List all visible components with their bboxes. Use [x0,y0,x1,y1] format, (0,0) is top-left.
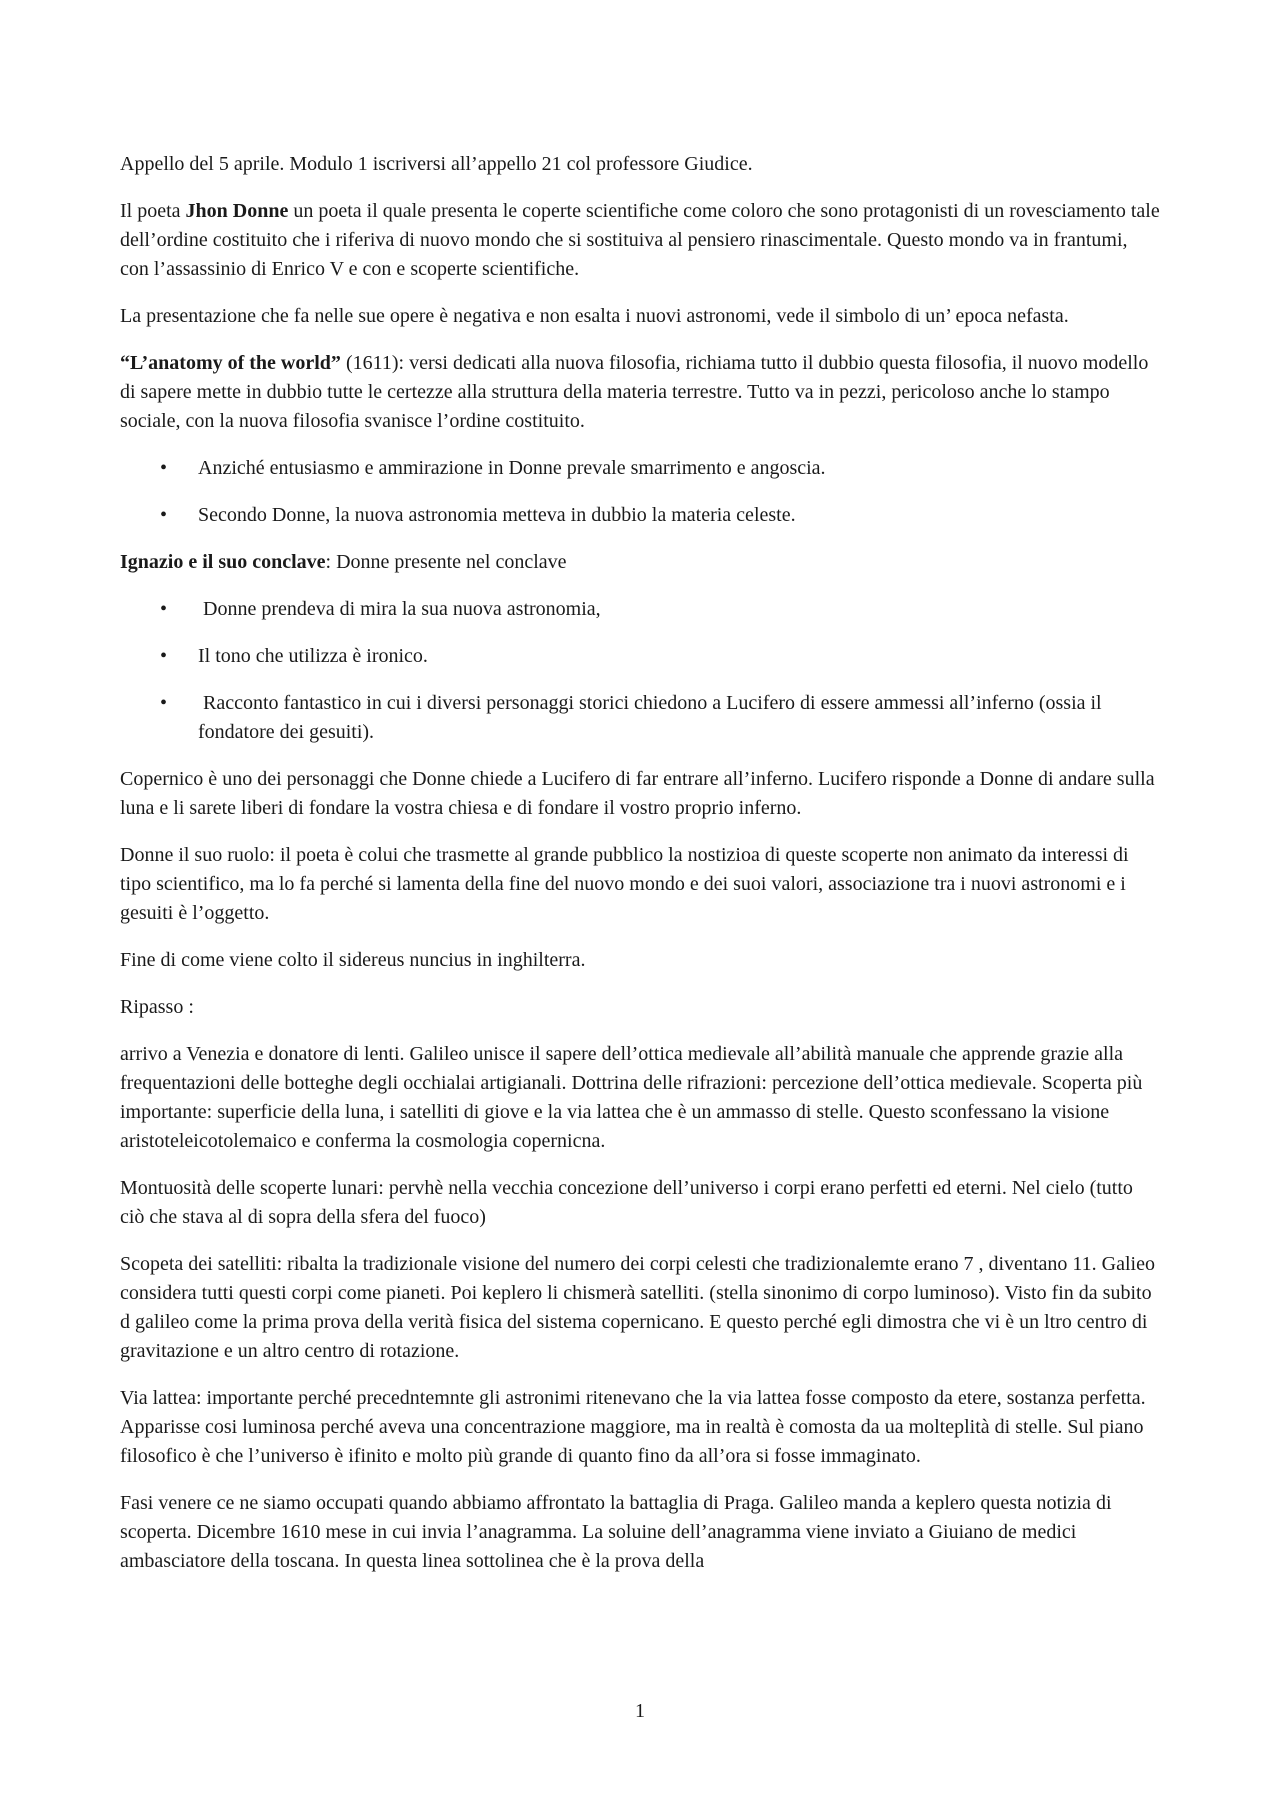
bold-name-donne: Jhon Donne [185,200,289,222]
list-item [120,689,1160,747]
paragraph-copernico: Copernico è uno dei personaggi che Donne chiede a Lucifero di far entrare all’inferno. Lucifero risponde a Donne di andare sulla luna e li sarete liberi di fondare la vostra chiesa e di fondare il vostro proprio inferno. [120,768,1155,819]
paragraph-ignazio [120,548,1160,577]
paragraph-fine: Fine di come viene colto il sidereus nuncius in inghilterra. [120,949,586,971]
paragraph-presentazione: La presentazione che fa nelle sue opere è negativa e non esalta i nuovi astronomi, vede il simbolo di un’ epoca nefasta. [120,305,1069,327]
paragraph-via-lattea: Via lattea: importante perché precedntemnte gli astronimi ritenevano che la via lattea fosse composto da etere, sostanza perfetta. Apparisse cosi luminosa perché aveva una concentrazione maggiore, ma in realtà è comosta da ua molteplità di stelle. Sul piano filosofico è che l’universo è ifinito e molto più grande di quanto fino da all’ora si fosse immaginato. [120,1387,1146,1467]
list-item [120,501,1160,530]
bullet-icon: • [160,504,168,526]
text-run: : Donne presente nel conclave [325,551,567,573]
paragraph-ruolo: Donne il suo ruolo: il poeta è colui che trasmette al grande pubblico la nostizioa di queste scoperte non animato da interessi di tipo scientifico, ma lo fa perché si lamenta della fine del nuovo mondo e dei suoi valori, associazione tra i nuovi astronomi e i gesuiti è l’oggetto. [120,844,1129,924]
paragraph-venezia: arrivo a Venezia e donatore di lenti. Galileo unisce il sapere dell’ottica medievale all’abilità manuale che apprende grazie alla frequentazioni delle botteghe degli occhialai artigianali. Dottrina delle rifrazioni: percezione dell’ottica medievale. Scoperta più importante: superficie della luna, i satelliti di giove e la via lattea che è un ammasso di stelle. Questo sconfessano la visione aristoteleicotolemaico e conferma la cosmologia copernicna. [120,1043,1143,1152]
list-item-text: Anziché entusiasmo e ammirazione in Donne prevale smarrimento e angoscia. [198,457,826,479]
paragraph-donne-intro [120,197,1160,284]
bullet-list-ignazio [120,595,1160,747]
list-item [120,642,1160,671]
page-number: 1 [635,1700,645,1722]
text-run: un poeta il quale presenta le coperte scientifiche come coloro che sono protagonisti di un rovesciamento tale dell’ordine costituito che i riferiva di nuovo mondo che si sostituiva al pensiero rinascimentale. Questo mondo va in frantumi, con l’assassinio di Enrico V e con e scoperte scientifiche. [120,200,1160,280]
bullet-icon: • [160,645,168,667]
paragraph-ripasso: Ripasso : [120,996,194,1018]
list-item [120,595,1160,624]
list-item-text: Il tono che utilizza è ironico. [198,645,428,667]
bullet-list-donne [120,454,1160,530]
list-item [120,454,1160,483]
bullet-icon: • [160,598,168,620]
text-run: (1611): versi dedicati alla nuova filosofia, richiama tutto il dubbio questa filosofia, il nuovo modello di sapere mette in dubbio tutte le certezze alla struttura della materia terrestre. Tutto va in pezzi, pericoloso anche lo stampo sociale, con la nuova filosofia svanisce l’ordine costituito. [120,352,1149,432]
paragraph-satelliti: Scopeta dei satelliti: ribalta la tradizionale visione del numero dei corpi celesti che tradizionalemte erano 7 , diventano 11. Galieo considera tutti questi corpi come pianeti. Poi keplero li chismerà satelliti. (stella sinonimo di corpo luminoso). Visto fin da subito d galileo come la prima prova della verità fisica del sistema copernicano. E questo perché egli dimostra che vi è un ltro centro di gravitazione e un altro centro di rotazione. [120,1253,1155,1362]
bullet-icon: • [160,692,168,714]
bullet-icon: • [160,457,168,479]
text-run: Il poeta [120,200,186,222]
list-item-text: Racconto fantastico in cui i diversi personaggi storici chiedono a Lucifero di essere ammessi all’inferno (ossia il fondatore dei gesuiti). [198,692,1107,743]
paragraph-venere: Fasi venere ce ne siamo occupati quando abbiamo affrontato la battaglia di Praga. Galileo manda a keplero questa notizia di scoperta. Dicembre 1610 mese in cui invia l’anagramma. La soluine dell’anagramma viene inviato a Giuiano de medici ambasciatore della toscana. In questa linea sottolinea che è la prova della [120,1492,1112,1572]
paragraph-montuosita: Montuosità delle scoperte lunari: pervhè nella vecchia concezione dell’universo i corpi erano perfetti ed eterni. Nel cielo (tutto ciò che stava al di sopra della sfera del fuoco) [120,1177,1133,1228]
paragraph-anatomy [120,349,1160,436]
list-item-text: Donne prendeva di mira la sua nuova astronomia, [198,598,601,620]
paragraph-appello: Appello del 5 aprile. Modulo 1 iscriversi all’appello 21 col professore Giudice. [120,153,753,175]
bold-title-anatomy: “L’anatomy of the world” [120,352,341,374]
bold-title-ignazio: Ignazio e il suo conclave [120,551,326,573]
document-body [120,150,1160,1576]
list-item-text: Secondo Donne, la nuova astronomia metteva in dubbio la materia celeste. [198,504,796,526]
